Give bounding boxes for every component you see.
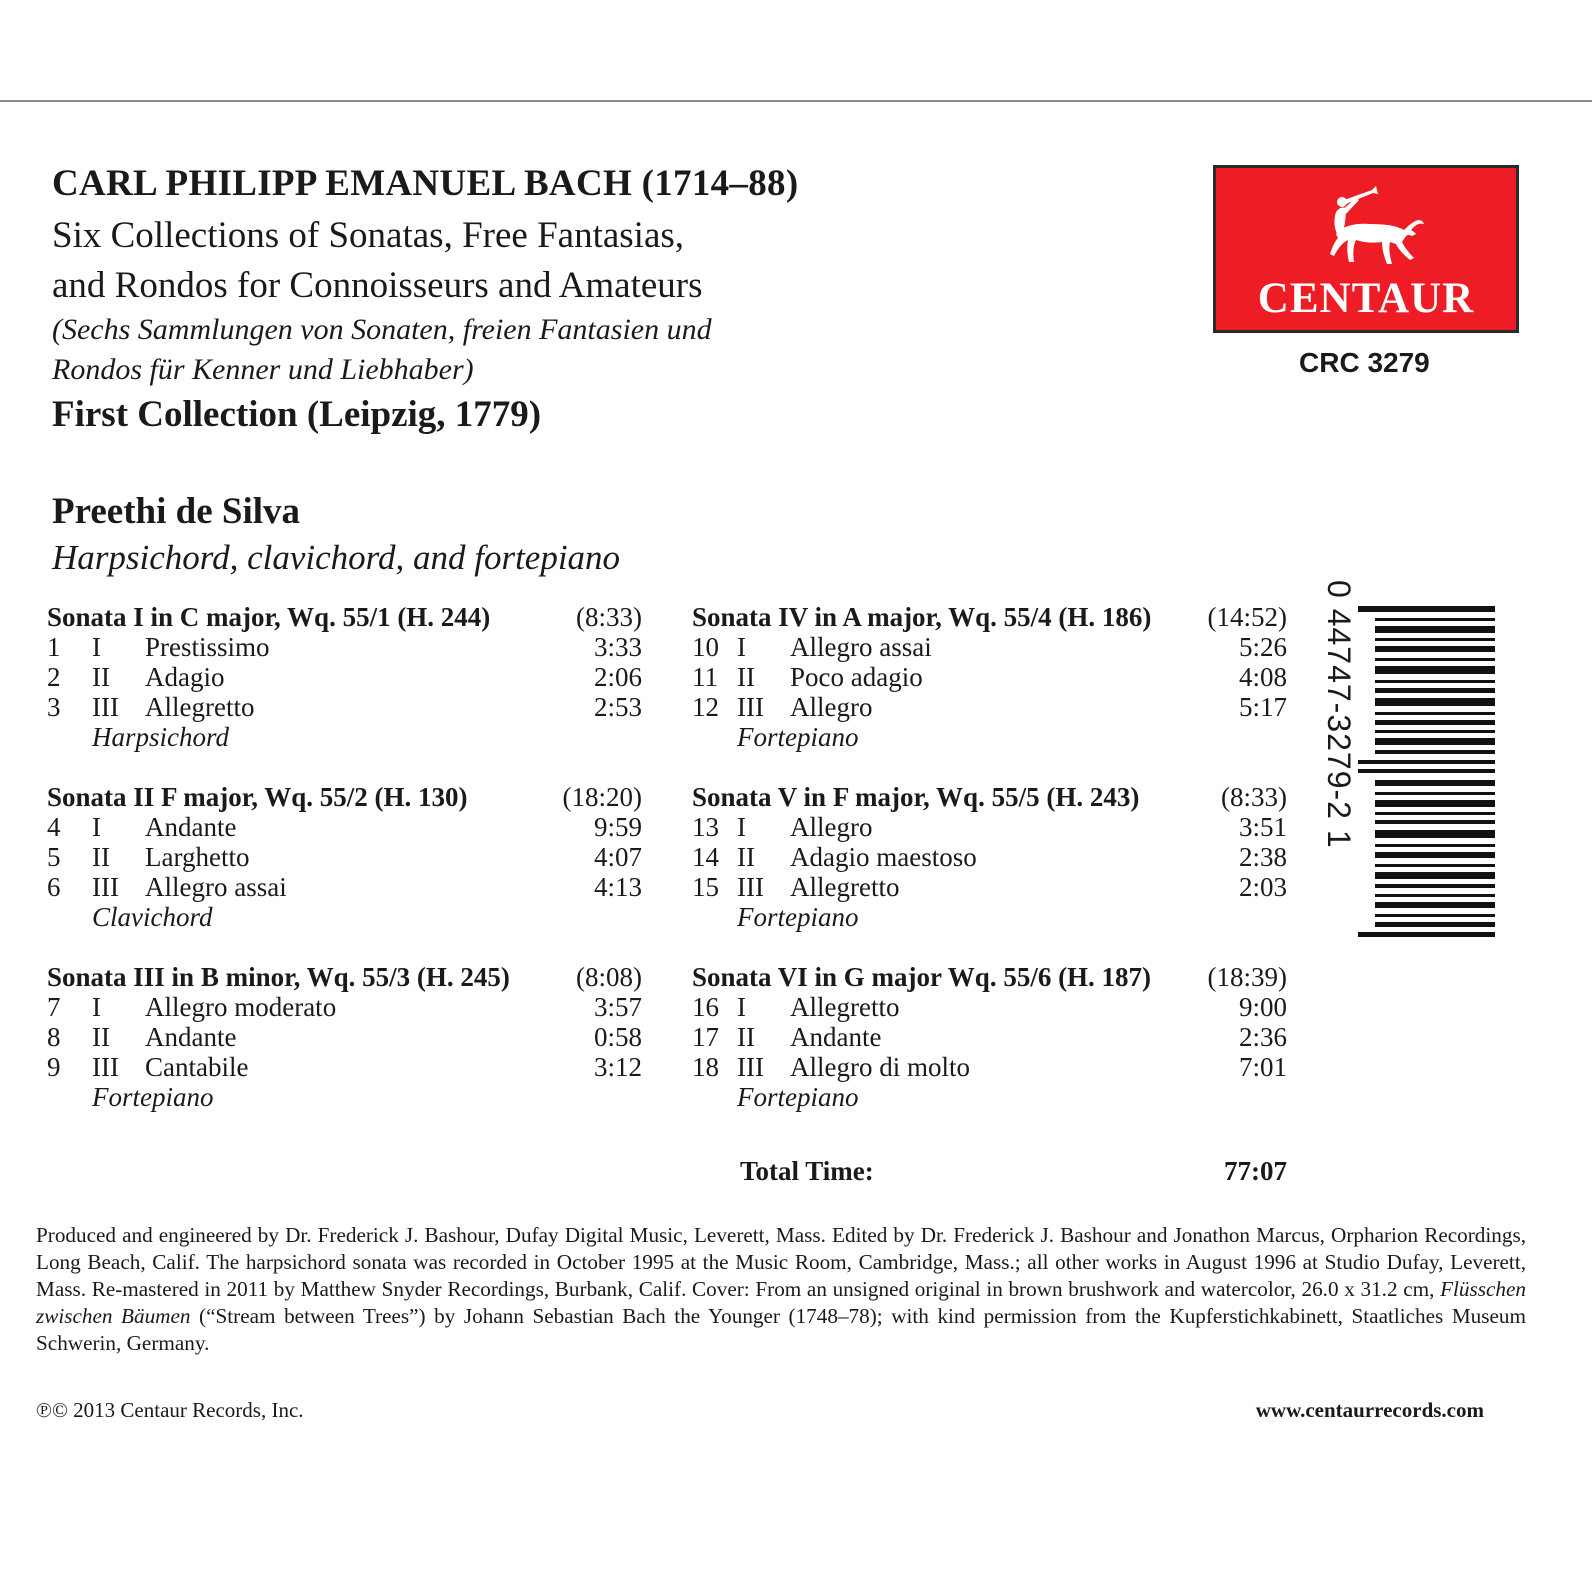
movement-numeral: III — [92, 872, 119, 902]
sonata-block — [692, 962, 1287, 1112]
track-row — [47, 632, 642, 662]
sonata-instrument: Fortepiano — [737, 1082, 859, 1112]
copyright-notice: ℗© 2013 Centaur Records, Inc. — [36, 1398, 304, 1422]
movement-numeral: II — [737, 1022, 755, 1052]
production-credits — [36, 1222, 1526, 1357]
track-row — [47, 872, 642, 902]
logo-wordmark: CENTAUR — [1257, 275, 1475, 322]
album-title-line-1: Six Collections of Sonatas, Free Fantasias, — [52, 215, 685, 256]
track-row — [47, 1052, 642, 1082]
movement-numeral: III — [92, 692, 119, 722]
movement-numeral: I — [92, 812, 101, 842]
sonata-duration: (18:39) — [1207, 962, 1287, 992]
credits-artwork-title: Flüsschen zwischen Bäumen — [36, 1277, 1526, 1328]
track-time: 3:12 — [593, 1052, 642, 1082]
track-row — [692, 692, 1287, 722]
track-number: 10 — [692, 632, 719, 662]
sonata-instrument: Fortepiano — [92, 1082, 214, 1112]
track-time: 3:51 — [1238, 812, 1287, 842]
movement-numeral: III — [737, 1052, 764, 1082]
track-name: Allegro assai — [145, 872, 287, 902]
movement-numeral: III — [737, 872, 764, 902]
track-number: 18 — [692, 1052, 719, 1082]
composer-heading: CARL PHILIPP EMANUEL BACH (1714–88) — [52, 163, 799, 204]
sonata-title: Sonata IV in A major, Wq. 55/4 (H. 186) — [692, 602, 1152, 632]
sonata-block — [47, 602, 642, 752]
sonata-block — [692, 602, 1287, 752]
track-row — [692, 1052, 1287, 1082]
sonata-duration: (14:52) — [1207, 602, 1287, 632]
movement-numeral: III — [92, 1052, 119, 1082]
track-time: 4:08 — [1238, 662, 1287, 692]
track-time: 2:03 — [1238, 872, 1287, 902]
collection-title: First Collection (Leipzig, 1779) — [52, 394, 542, 435]
sonata-title: Sonata V in F major, Wq. 55/5 (H. 243) — [692, 782, 1140, 812]
movement-numeral: II — [92, 1022, 110, 1052]
track-name: Adagio maestoso — [790, 842, 977, 872]
track-name: Allegro moderato — [145, 992, 337, 1022]
track-row — [47, 812, 642, 842]
track-name: Allegro di molto — [790, 1052, 970, 1082]
track-row — [692, 872, 1287, 902]
track-number: 12 — [692, 692, 719, 722]
german-title-line-2: Rondos für Kenner und Liebhaber) — [52, 353, 474, 386]
total-time-label: Total Time: — [740, 1156, 874, 1186]
track-time: 5:17 — [1238, 692, 1287, 722]
track-name: Larghetto — [145, 842, 250, 872]
centaur-logo — [1213, 165, 1519, 333]
sonata-instrument: Fortepiano — [737, 722, 859, 752]
sonata-heading — [692, 602, 1287, 632]
sonata-title: Sonata VI in G major Wq. 55/6 (H. 187) — [692, 962, 1152, 992]
album-title-line-2: and Rondos for Connoisseurs and Amateurs — [52, 265, 703, 306]
sonata-block — [692, 782, 1287, 932]
track-number: 13 — [692, 812, 719, 842]
track-name: Andante — [790, 1022, 882, 1052]
track-number: 2 — [47, 662, 61, 692]
track-time: 2:06 — [593, 662, 642, 692]
track-name: Poco adagio — [790, 662, 923, 692]
centaur-icon — [1316, 184, 1426, 274]
sonata-title: Sonata I in C major, Wq. 55/1 (H. 244) — [47, 602, 491, 632]
movement-numeral: I — [92, 992, 101, 1022]
sonata-instrument: Fortepiano — [737, 902, 859, 932]
track-row — [692, 1022, 1287, 1052]
track-number: 5 — [47, 842, 61, 872]
total-time — [740, 1156, 1287, 1187]
sonata-heading — [692, 782, 1287, 812]
track-row — [47, 662, 642, 692]
track-name: Andante — [145, 812, 237, 842]
track-number: 4 — [47, 812, 61, 842]
sonata-instrument: Clavichord — [92, 902, 213, 932]
track-name: Adagio — [145, 662, 225, 692]
track-row — [47, 692, 642, 722]
sonata-instrument: Harpsichord — [92, 722, 230, 752]
track-row — [692, 992, 1287, 1022]
movement-numeral: II — [737, 842, 755, 872]
sonata-duration: (8:33) — [576, 602, 642, 632]
track-number: 9 — [47, 1052, 61, 1082]
track-name: Allegretto — [790, 872, 900, 902]
credits-text-2: (“Stream between Trees”) by Johann Sebastian Bach the Younger (1748–78); with kind permission from the Kupferstichkabinett, Staatliches Museum Schwerin, Germany. — [36, 1304, 1526, 1355]
track-time: 3:33 — [593, 632, 642, 662]
track-time: 9:00 — [1238, 992, 1287, 1022]
track-name: Prestissimo — [145, 632, 270, 662]
sonata-heading — [47, 962, 642, 992]
track-time: 9:59 — [593, 812, 642, 842]
top-divider — [0, 100, 1592, 102]
track-time: 4:07 — [593, 842, 642, 872]
track-name: Allegro assai — [790, 632, 932, 662]
barcode-digits: 0 44747-3279-2 1 — [1321, 580, 1357, 849]
track-time: 7:01 — [1238, 1052, 1287, 1082]
track-number: 8 — [47, 1022, 61, 1052]
track-name: Allegretto — [145, 692, 255, 722]
sonata-duration: (8:33) — [1221, 782, 1287, 812]
track-number: 6 — [47, 872, 61, 902]
track-number: 15 — [692, 872, 719, 902]
sonata-block — [47, 962, 642, 1112]
track-number: 11 — [692, 662, 718, 692]
performer-name: Preethi de Silva — [52, 491, 301, 532]
website-link[interactable]: www.centaurrecords.com — [1255, 1398, 1484, 1422]
movement-numeral: I — [737, 992, 746, 1022]
track-number: 16 — [692, 992, 719, 1022]
track-name: Cantabile — [145, 1052, 249, 1082]
total-time-value: 77:07 — [1224, 1156, 1287, 1186]
track-number: 7 — [47, 992, 61, 1022]
performer-instruments: Harpsichord, clavichord, and fortepiano — [52, 538, 621, 577]
movement-numeral: I — [737, 632, 746, 662]
track-name: Allegro — [790, 692, 873, 722]
movement-numeral: I — [92, 632, 101, 662]
movement-numeral: I — [737, 812, 746, 842]
catalog-number: CRC 3279 — [1299, 347, 1430, 378]
credits-text-1: Produced and engineered by Dr. Frederick J. Bashour, Dufay Digital Music, Leverett, Mass. Edited by Dr. Frederick J. Bashour and Jonathon Marcus, Orpharion Recordings, Long Beach, Calif. The harpsichord sonata was recorded in October 1995 at the Music Room, Cambridge, Mass.; all other works in August 1996 at Studio Dufay, Leverett, Mass. Re-mastered in 2011 by Matthew Snyder Recordings, Burbank, Calif. Cover: From an unsigned original in brown brushwork and watercolor, 26.0 x 31.2 cm, — [36, 1223, 1526, 1301]
track-time: 2:36 — [1238, 1022, 1287, 1052]
track-row — [47, 1022, 642, 1052]
sonata-block — [47, 782, 642, 932]
track-row — [692, 632, 1287, 662]
track-time: 5:26 — [1238, 632, 1287, 662]
sonata-heading — [692, 962, 1287, 992]
sonata-heading — [47, 602, 642, 632]
track-number: 14 — [692, 842, 719, 872]
track-row — [47, 992, 642, 1022]
track-name: Allegretto — [790, 992, 900, 1022]
sonata-duration: (18:20) — [562, 782, 642, 812]
track-time: 3:57 — [593, 992, 642, 1022]
sonata-title: Sonata II F major, Wq. 55/2 (H. 130) — [47, 782, 468, 812]
movement-numeral: II — [92, 662, 110, 692]
track-name: Allegro — [790, 812, 873, 842]
sonata-title: Sonata III in B minor, Wq. 55/3 (H. 245) — [47, 962, 510, 992]
german-title-line-1: (Sechs Sammlungen von Sonaten, freien Fantasien und — [52, 313, 712, 346]
movement-numeral: III — [737, 692, 764, 722]
track-number: 17 — [692, 1022, 719, 1052]
track-row — [47, 842, 642, 872]
track-time: 2:38 — [1238, 842, 1287, 872]
track-time: 2:53 — [593, 692, 642, 722]
track-name: Andante — [145, 1022, 237, 1052]
track-row — [692, 842, 1287, 872]
movement-numeral: II — [92, 842, 110, 872]
track-row — [692, 812, 1287, 842]
track-time: 4:13 — [593, 872, 642, 902]
track-number: 3 — [47, 692, 61, 722]
sonata-heading — [47, 782, 642, 812]
track-row — [692, 662, 1287, 692]
sonata-duration: (8:08) — [576, 962, 642, 992]
movement-numeral: II — [737, 662, 755, 692]
track-time: 0:58 — [593, 1022, 642, 1052]
track-number: 1 — [47, 632, 61, 662]
barcode — [1325, 572, 1515, 992]
